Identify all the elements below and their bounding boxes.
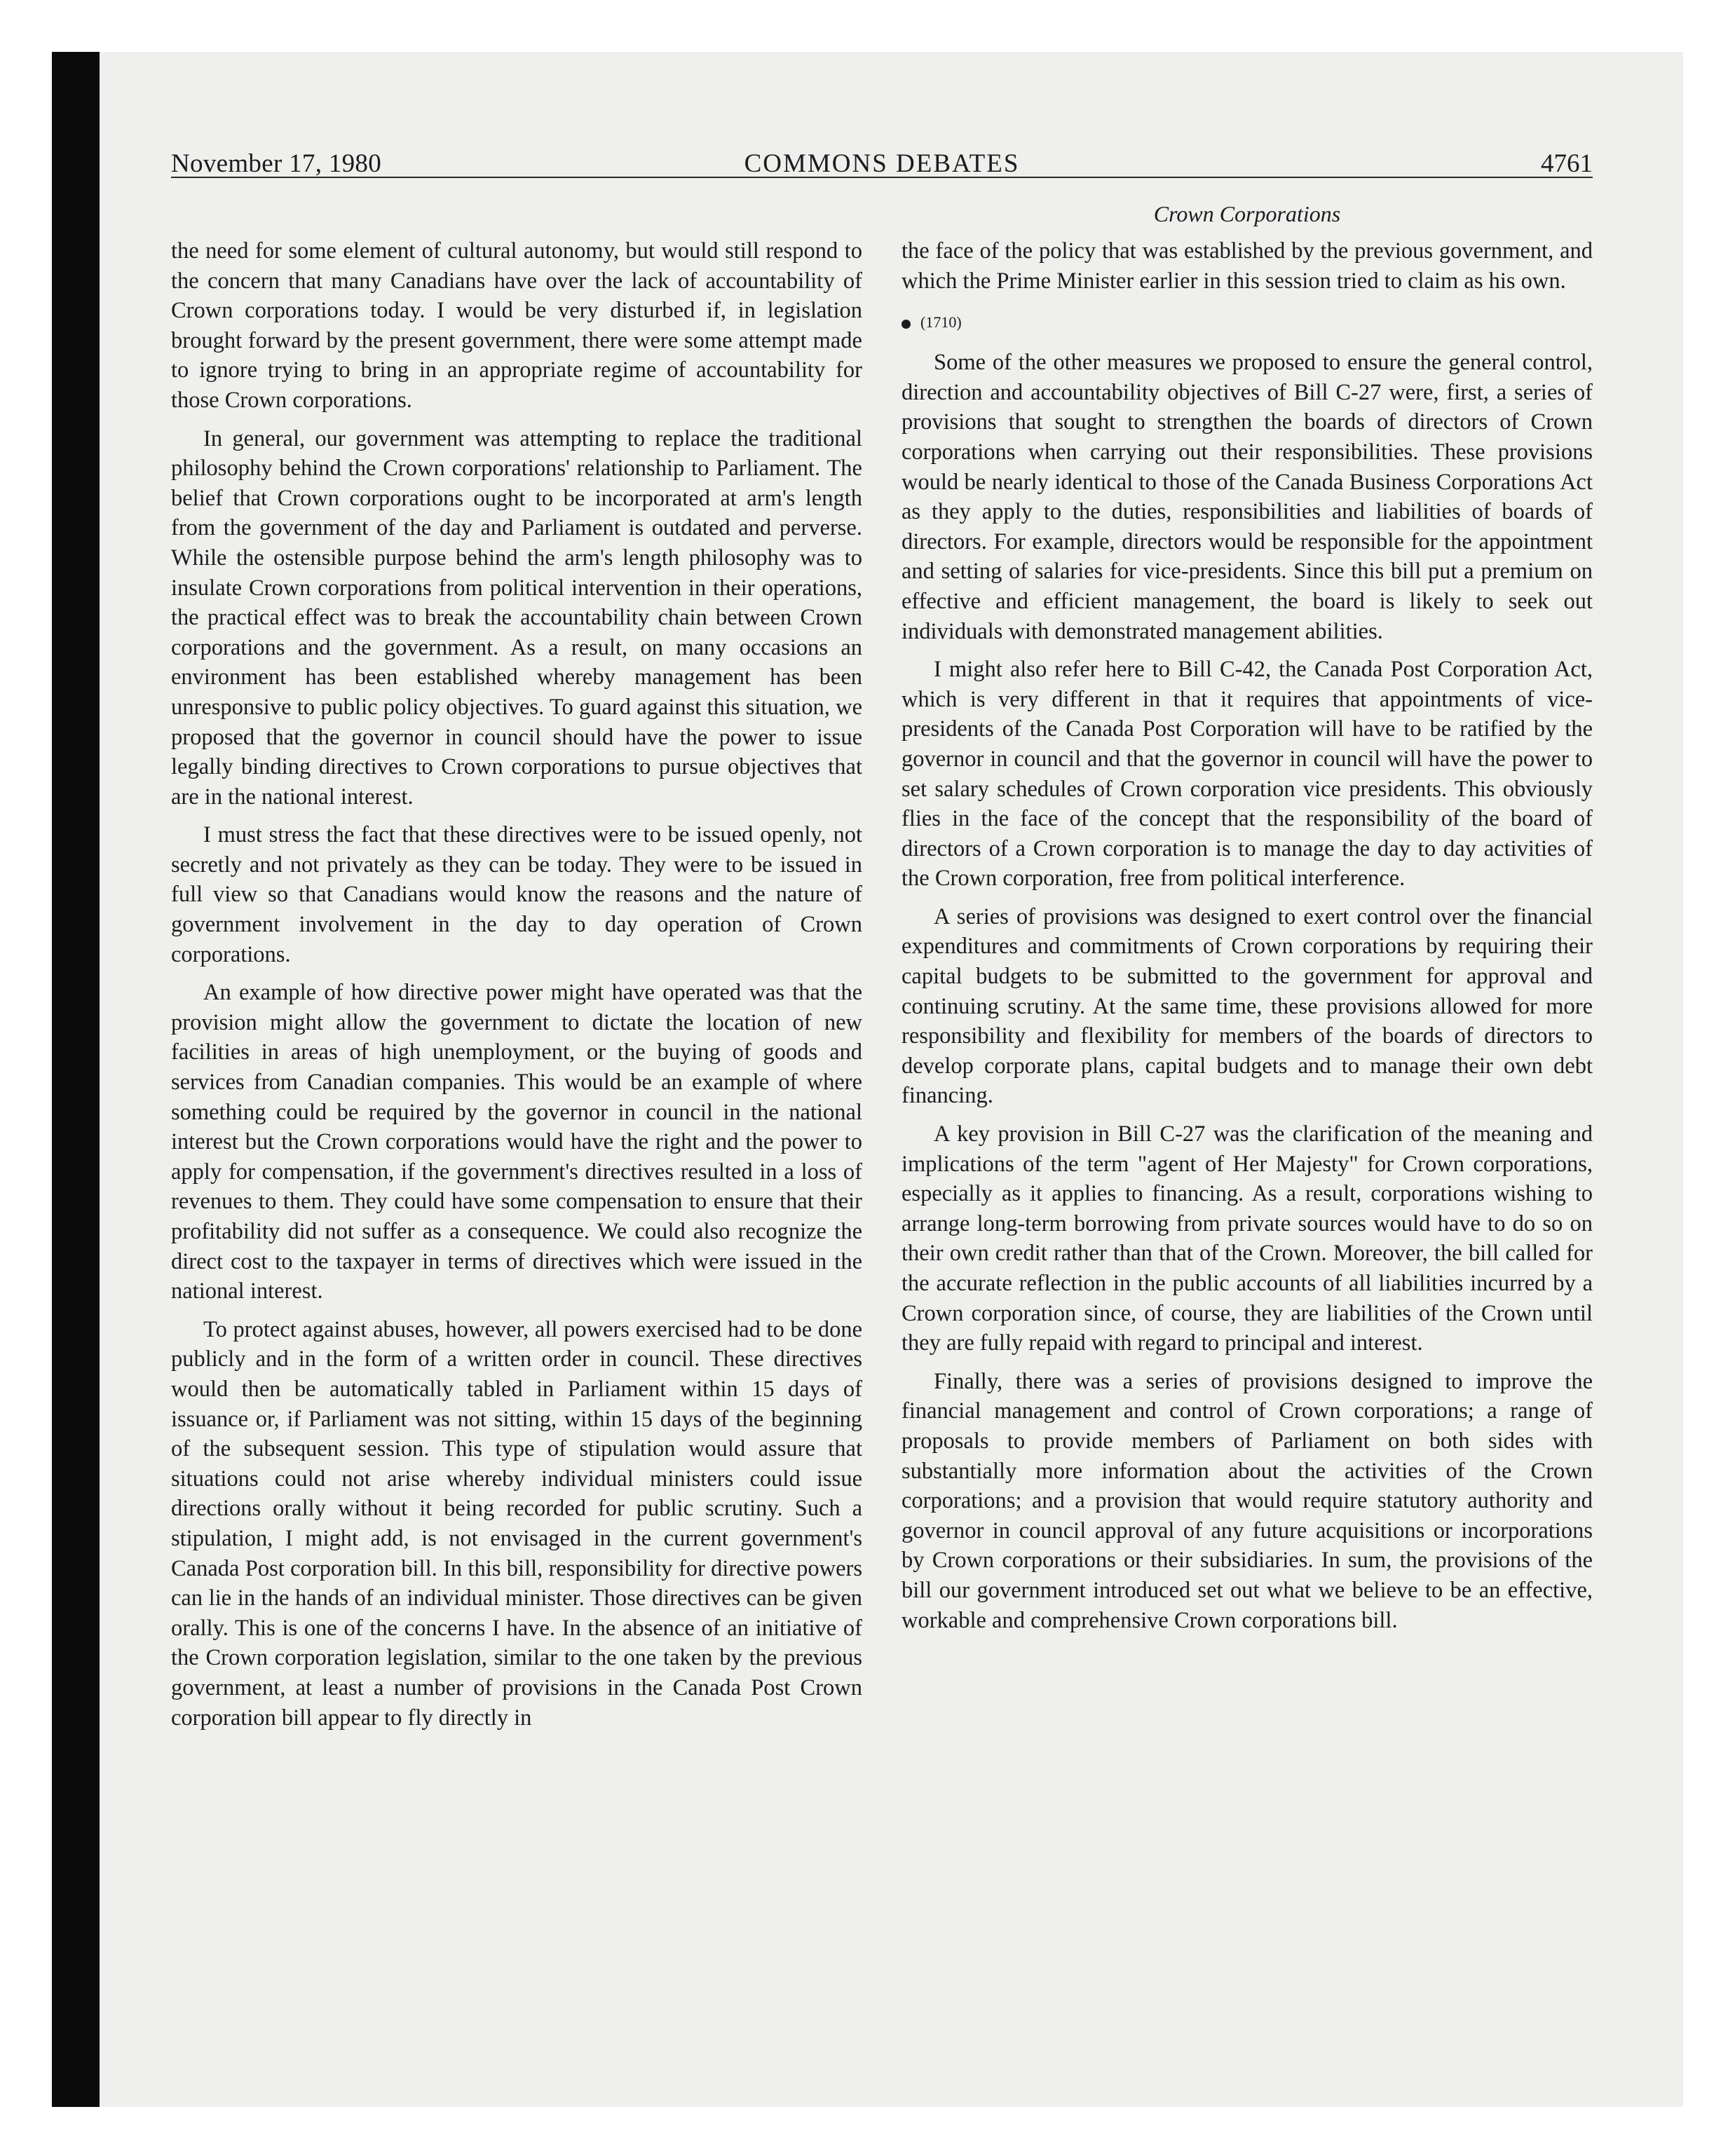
header-rule [171,177,1593,178]
time-marker [901,308,1593,336]
paragraph: the need for some element of cultural autonomy, but would still respond to the concern that many Canadians have over the lack of accountability of Crown corporations today. I would be very disturbed if, in legislation brought forward by the present government, there were some attempt made to ignore trying to bring in an appropriate regime of accountability for those Crown corporations. [171,238,862,413]
paragraph: To protect against abuses, however, all powers exercised had to be done publicly and in the form of a written order in council. These directives would then be automatically tabled in Parliament within 15 days of issuance or, if Parliament was not sitting, within 15 days of the beginning of the subsequent session. This type of stipulation would assure that situations could not arise whereby individual ministers could issue directions orally without it being recorded for public scrutiny. Such a stipulation, I might add, is not envisaged in the current government's Canada Post corporation bill. In this bill, responsibility for directive powers can lie in the hands of an individual minister. Those directives can be given orally. This is one of the concerns I have. In the absence of an initiative of the Crown corporation legislation, similar to the one taken by the previous government, at least a number of provisions in the Canada Post Crown corporation bill appear to fly directly in [171,1316,862,1731]
bullet-icon [901,320,911,329]
paragraph: An example of how directive power might have operated was that the provision might allow the government to dictate the location of new facilities in areas of high unemployment, or the buying of goods and services from Canadian companies. This would be an example of where something could be required by the governor in council in the national interest but the Crown corporations would have the right and the power to apply for compensation, if the government's directives resulted in a loss of revenues to them. They could have some compensation to ensure that their profitability did not suffer as a consequence. We could also recognize the direct cost to the taxpayer in terms of directives which were issued in the national interest. [171,980,862,1304]
paragraph: I might also refer here to Bill C-42, the Canada Post Corporation Act, which is very different in that it requires that appointments of vice-presidents of the Canada Post Corporation will have to be ratified by the governor in council and that the governor in council will have the power to set salary schedules of Crown corporation vice presidents. This obviously flies in the face of the concept that the responsibility of the board of directors of a Crown corporation is to manage the day to day activities of the Crown corporation, free from political interference. [901,657,1593,892]
page-number: 4761 [1541,149,1593,178]
paragraph: A series of provisions was designed to exert control over the financial expenditures and commitments of Crown corporations by requiring their capital budgets to be submitted to the government for approval and continuing scrutiny. At the same time, these provisions allowed for more responsibility and flexibility for members of the boards of directors to develop corporate plans, capital budgets and to manage their own debt financing. [901,903,1593,1109]
time-marker-text: (1710) [920,313,962,332]
paragraph: the face of the policy that was established by the previous government, and which the Prime Minister earlier in this session tried to claim as his own. [901,238,1593,294]
right-column [901,236,1593,1644]
running-head: Crown Corporations [1153,201,1341,226]
header-title: COMMONS DEBATES [744,149,1020,178]
paragraph: In general, our government was attempting to replace the traditional philosophy behind the Crown corporations' relationship to Parliament. The belief that Crown corporations ought to be incorporated at arm's length from the government of the day and Parliament is outdated and perverse. While the ostensible purpose behind the arm's length philosophy was to insulate Crown corporations from political intervention in their operations, the practical effect was to break the accountability chain between Crown corporations and the government. As a result, on many occasions an environment has been established whereby management has been unresponsive to public policy objectives. To guard against this situation, we proposed that the governor in council should have the power to issue legally binding directives to Crown corporations to pursue objectives that are in the national interest. [171,425,862,810]
paragraph: A key provision in Bill C-27 was the clarification of the meaning and implications of the term "agent of Her Majesty" for Crown corporations, especially as it applies to financing. As a result, corporations wishing to arrange long-term borrowing from private sources would have to do so on their own credit rather than that of the Crown. Moreover, the bill called for the accurate reflection in the public accounts of all liabilities incurred by a Crown corporation since, of course, they are liabilities of the Crown until they are fully repaid with regard to principal and interest. [901,1121,1593,1356]
paragraph: Some of the other measures we proposed to ensure the general control, direction and accountability objectives of Bill C-27 were, first, a series of provisions that sought to strengthen the boards of directors of Crown corporations when carrying out their responsibilities. These provisions would be nearly identical to those of the Canada Business Corporations Act as they apply to the duties, responsibilities and liabilities of boards of directors. For example, directors would be responsible for the appointment and setting of salaries for vice-presidents. Since this bill put a premium on effective and efficient management, the board is likely to seek out individuals with demonstrated management abilities. [901,350,1593,644]
header-date: November 17, 1980 [171,149,382,178]
paragraph: Finally, there was a series of provisions designed to improve the financial management and control of Crown corporations; a range of proposals to provide members of Parliament on both sides with substantially more information about the activities of the Crown corporations; and a provision that would require statutory authority and governor in council approval of any future acquisitions or incorporations by Crown corporations or their subsidiaries. In sum, the provisions of the bill our government introduced set out what we believe to be an effective, workable and comprehensive Crown corporations bill. [901,1368,1593,1633]
paragraph: I must stress the fact that these directives were to be issued openly, not secretly and not privately as they can be today. They were to be issued in full view so that Canadians would know the reasons and the nature of government involvement in the day to day operation of Crown corporations. [171,822,862,967]
binding-edge [52,52,100,2107]
left-column [171,236,862,1741]
